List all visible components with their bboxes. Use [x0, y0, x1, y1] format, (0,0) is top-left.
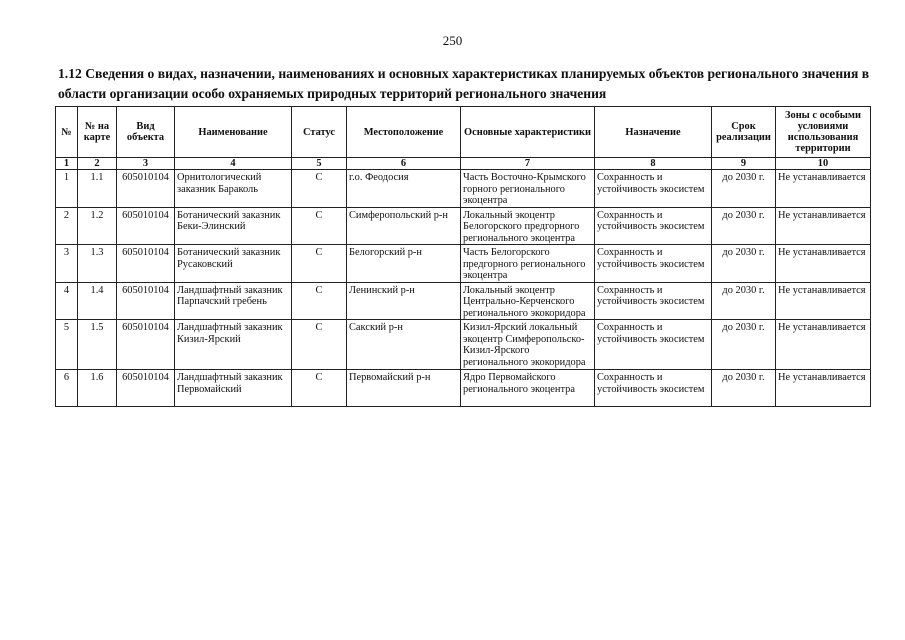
- cell-n: 3: [56, 245, 78, 283]
- table-row: [56, 282, 871, 320]
- column-number-row: [56, 158, 871, 170]
- cell-name: Ландшафтный заказник Первомайский: [175, 370, 292, 407]
- cell-type: 605010104: [117, 282, 175, 320]
- cell-zones: Не устанавливается: [776, 282, 871, 320]
- cell-n: 4: [56, 282, 78, 320]
- header-cell: Основные характеристики: [461, 107, 595, 158]
- header-cell: Статус: [292, 107, 347, 158]
- cell-zones: Не устанавливается: [776, 320, 871, 370]
- cell-type: 605010104: [117, 170, 175, 208]
- column-number: 5: [292, 158, 347, 170]
- cell-name: Ботанический заказник Русаковский: [175, 245, 292, 283]
- cell-location: Первомайский р-н: [347, 370, 461, 407]
- header-cell: Назначение: [595, 107, 712, 158]
- cell-location: Ленинский р-н: [347, 282, 461, 320]
- cell-term: до 2030 г.: [712, 282, 776, 320]
- cell-type: 605010104: [117, 370, 175, 407]
- cell-purpose: Сохранность и устойчивость экосистем: [595, 207, 712, 245]
- cell-map: 1.1: [78, 170, 117, 208]
- column-number: 10: [776, 158, 871, 170]
- cell-status: С: [292, 370, 347, 407]
- cell-type: 605010104: [117, 320, 175, 370]
- cell-n: 5: [56, 320, 78, 370]
- cell-characteristics: Часть Восточно-Крымского горного регионального экоцентра: [461, 170, 595, 208]
- cell-n: 2: [56, 207, 78, 245]
- cell-characteristics: Ядро Первомайского регионального экоцентра: [461, 370, 595, 407]
- table-row: [56, 170, 871, 208]
- cell-type: 605010104: [117, 207, 175, 245]
- column-number: 2: [78, 158, 117, 170]
- column-number: 7: [461, 158, 595, 170]
- column-number: 9: [712, 158, 776, 170]
- cell-name: Ботанический заказник Беки-Элинский: [175, 207, 292, 245]
- column-number: 4: [175, 158, 292, 170]
- cell-n: 1: [56, 170, 78, 208]
- cell-status: С: [292, 245, 347, 283]
- cell-name: Ландшафтный заказник Кизил-Ярский: [175, 320, 292, 370]
- cell-characteristics: Локальный экоцентр Центрально-Керченского регионального экокоридора: [461, 282, 595, 320]
- header-cell: Местоположение: [347, 107, 461, 158]
- cell-purpose: Сохранность и устойчивость экосистем: [595, 170, 712, 208]
- table-row: [56, 320, 871, 370]
- cell-map: 1.6: [78, 370, 117, 407]
- cell-purpose: Сохранность и устойчивость экосистем: [595, 245, 712, 283]
- cell-location: Сакский р-н: [347, 320, 461, 370]
- cell-map: 1.5: [78, 320, 117, 370]
- cell-zones: Не устанавливается: [776, 170, 871, 208]
- column-number: 6: [347, 158, 461, 170]
- cell-status: С: [292, 282, 347, 320]
- cell-location: Белогорский р-н: [347, 245, 461, 283]
- cell-location: г.о. Феодосия: [347, 170, 461, 208]
- header-cell: Срок реализации: [712, 107, 776, 158]
- cell-purpose: Сохранность и устойчивость экосистем: [595, 320, 712, 370]
- page-number: 250: [442, 33, 463, 48]
- cell-map: 1.4: [78, 282, 117, 320]
- cell-term: до 2030 г.: [712, 370, 776, 407]
- section-title: 1.12 Сведения о видах, назначении, наименованиях и основных характеристиках планируемых объектов регионального значения в области организации особо охраняемых природных территорий регионального значения: [58, 66, 870, 101]
- cell-map: 1.3: [78, 245, 117, 283]
- cell-status: С: [292, 320, 347, 370]
- table-row: [56, 207, 871, 245]
- cell-type: 605010104: [117, 245, 175, 283]
- header-cell: № на карте: [78, 107, 117, 158]
- cell-map: 1.2: [78, 207, 117, 245]
- cell-purpose: Сохранность и устойчивость экосистем: [595, 370, 712, 407]
- table-row: [56, 370, 871, 407]
- cell-characteristics: Часть Белогорского предгорного регионального экоцентра: [461, 245, 595, 283]
- cell-purpose: Сохранность и устойчивость экосистем: [595, 282, 712, 320]
- cell-n: 6: [56, 370, 78, 407]
- header-cell: Зоны с особыми условиями использования территории: [776, 107, 871, 158]
- cell-status: С: [292, 170, 347, 208]
- header-cell: №: [56, 107, 78, 158]
- cell-name: Ландшафтный заказник Парпачский гребень: [175, 282, 292, 320]
- cell-location: Симферопольский р-н: [347, 207, 461, 245]
- cell-characteristics: Кизил-Ярский локальный экоцентр Симферопольско-Кизил-Ярского регионального экокоридора: [461, 320, 595, 370]
- table-row: [56, 245, 871, 283]
- column-number: 1: [56, 158, 78, 170]
- cell-zones: Не устанавливается: [776, 245, 871, 283]
- header-cell: Вид объекта: [117, 107, 175, 158]
- cell-term: до 2030 г.: [712, 207, 776, 245]
- cell-zones: Не устанавливается: [776, 207, 871, 245]
- cell-zones: Не устанавливается: [776, 370, 871, 407]
- objects-table: [55, 106, 871, 407]
- header-cell: Наименование: [175, 107, 292, 158]
- header-row: [56, 107, 871, 158]
- cell-term: до 2030 г.: [712, 170, 776, 208]
- column-number: 3: [117, 158, 175, 170]
- cell-name: Орнитологический заказник Бараколь: [175, 170, 292, 208]
- cell-status: С: [292, 207, 347, 245]
- cell-term: до 2030 г.: [712, 245, 776, 283]
- cell-characteristics: Локальный экоцентр Белогорского предгорного регионального экоцентра: [461, 207, 595, 245]
- column-number: 8: [595, 158, 712, 170]
- cell-term: до 2030 г.: [712, 320, 776, 370]
